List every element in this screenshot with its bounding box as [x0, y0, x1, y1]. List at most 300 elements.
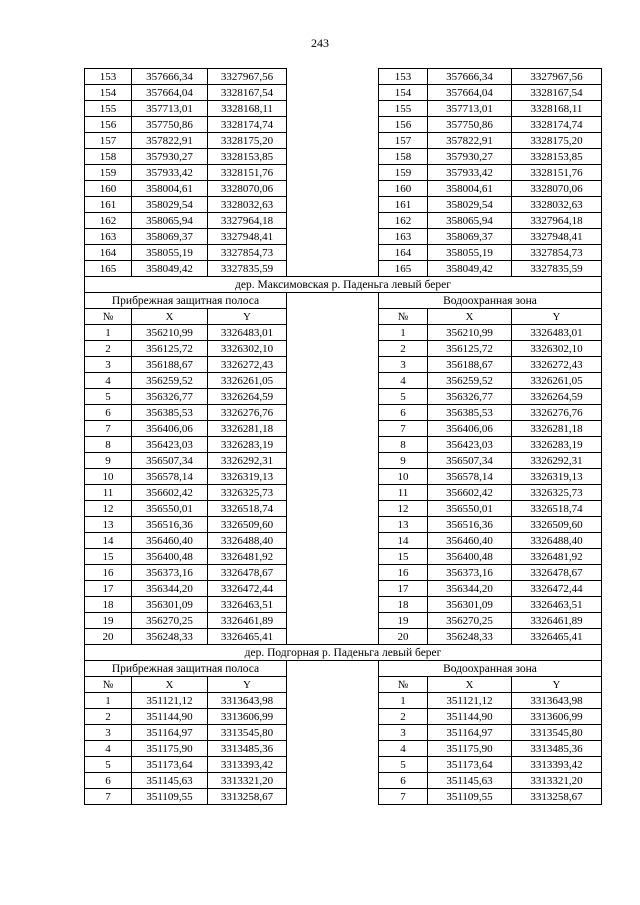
header-x: X	[132, 677, 208, 693]
y-cell: 3328032,63	[512, 197, 602, 213]
y-cell: 3327964,18	[208, 213, 287, 229]
table-row	[85, 421, 602, 437]
table-gap	[287, 629, 379, 645]
y-cell: 3326281,18	[512, 421, 602, 437]
x-cell: 356373,16	[132, 565, 208, 581]
x-cell: 351121,12	[132, 693, 208, 709]
x-cell: 356507,34	[132, 453, 208, 469]
y-cell: 3326488,40	[512, 533, 602, 549]
number-cell: 6	[85, 405, 132, 421]
y-cell: 3326319,13	[208, 469, 287, 485]
number-cell: 157	[85, 133, 132, 149]
table-gap	[287, 581, 379, 597]
table-gap	[287, 453, 379, 469]
number-cell: 16	[379, 565, 428, 581]
y-cell: 3327854,73	[208, 245, 287, 261]
y-cell: 3326281,18	[208, 421, 287, 437]
table-row	[85, 117, 602, 133]
x-cell: 358004,61	[132, 181, 208, 197]
table-gap	[287, 197, 379, 213]
number-cell: 4	[379, 741, 428, 757]
table-gap	[287, 533, 379, 549]
table-gap	[287, 373, 379, 389]
x-cell: 356301,09	[132, 597, 208, 613]
x-cell: 356400,48	[132, 549, 208, 565]
table-row	[85, 581, 602, 597]
number-cell: 5	[85, 757, 132, 773]
number-cell: 5	[379, 757, 428, 773]
number-cell: 3	[85, 725, 132, 741]
coastal-strip-title: Прибрежная защитная полоса	[85, 661, 287, 677]
y-cell: 3328175,20	[208, 133, 287, 149]
x-cell: 356516,36	[132, 517, 208, 533]
x-cell: 356550,01	[132, 501, 208, 517]
y-cell: 3326463,51	[208, 597, 287, 613]
number-cell: 2	[85, 341, 132, 357]
header-x: X	[428, 309, 512, 325]
number-cell: 157	[379, 133, 428, 149]
number-cell: 160	[379, 181, 428, 197]
table-gap	[287, 565, 379, 581]
table-row	[85, 341, 602, 357]
table-gap	[287, 117, 379, 133]
table-gap	[287, 293, 379, 309]
number-cell: 1	[85, 325, 132, 341]
table-gap	[287, 245, 379, 261]
number-cell: 1	[379, 693, 428, 709]
number-cell: 1	[379, 325, 428, 341]
number-cell: 153	[85, 69, 132, 85]
table-row	[85, 693, 602, 709]
y-cell: 3326302,10	[512, 341, 602, 357]
number-cell: 15	[85, 549, 132, 565]
y-cell: 3326292,31	[512, 453, 602, 469]
table-row	[85, 373, 602, 389]
x-cell: 356344,20	[132, 581, 208, 597]
x-cell: 356210,99	[132, 325, 208, 341]
number-cell: 162	[85, 213, 132, 229]
y-cell: 3326472,44	[208, 581, 287, 597]
number-cell: 161	[85, 197, 132, 213]
y-cell: 3328151,76	[208, 165, 287, 181]
header-x: X	[428, 677, 512, 693]
number-cell: 163	[85, 229, 132, 245]
x-cell: 356248,33	[428, 629, 512, 645]
number-cell: 10	[85, 469, 132, 485]
number-cell: 163	[379, 229, 428, 245]
table-row	[85, 741, 602, 757]
table-row	[85, 629, 602, 645]
x-cell: 357713,01	[428, 101, 512, 117]
table-row	[85, 613, 602, 629]
x-cell: 356259,52	[132, 373, 208, 389]
y-cell: 3326292,31	[208, 453, 287, 469]
table-row	[85, 469, 602, 485]
number-cell: 16	[85, 565, 132, 581]
table-row	[85, 597, 602, 613]
header-y: Y	[208, 677, 287, 693]
number-cell: 20	[379, 629, 428, 645]
number-cell: 20	[85, 629, 132, 645]
number-cell: 6	[85, 773, 132, 789]
y-cell: 3328174,74	[512, 117, 602, 133]
y-cell: 3326276,76	[512, 405, 602, 421]
y-cell: 3313393,42	[512, 757, 602, 773]
x-cell: 358029,54	[132, 197, 208, 213]
table-row	[85, 773, 602, 789]
number-cell: 161	[379, 197, 428, 213]
y-cell: 3328168,11	[208, 101, 287, 117]
y-cell: 3327964,18	[512, 213, 602, 229]
y-cell: 3313321,20	[512, 773, 602, 789]
y-cell: 3326461,89	[208, 613, 287, 629]
x-cell: 357750,86	[132, 117, 208, 133]
y-cell: 3313643,98	[208, 693, 287, 709]
y-cell: 3328167,54	[512, 85, 602, 101]
number-cell: 3	[379, 357, 428, 373]
y-cell: 3313545,80	[512, 725, 602, 741]
table-gap	[287, 613, 379, 629]
table-row	[85, 213, 602, 229]
number-cell: 158	[85, 149, 132, 165]
x-cell: 357822,91	[132, 133, 208, 149]
x-cell: 356578,14	[428, 469, 512, 485]
table-gap	[287, 405, 379, 421]
table-gap	[287, 85, 379, 101]
x-cell: 356326,77	[132, 389, 208, 405]
number-cell: 162	[379, 213, 428, 229]
table-gap	[287, 469, 379, 485]
table-gap	[287, 741, 379, 757]
section1-header-row	[85, 309, 602, 325]
y-cell: 3326483,01	[512, 325, 602, 341]
y-cell: 3326481,92	[208, 549, 287, 565]
table-row	[85, 453, 602, 469]
table-gap	[287, 709, 379, 725]
x-cell: 356373,16	[428, 565, 512, 581]
table-row	[85, 389, 602, 405]
section2-header-row	[85, 677, 602, 693]
y-cell: 3327835,59	[512, 261, 602, 277]
y-cell: 3326483,01	[208, 325, 287, 341]
number-cell: 17	[85, 581, 132, 597]
table-gap	[287, 69, 379, 85]
x-cell: 356125,72	[428, 341, 512, 357]
table-gap	[287, 661, 379, 677]
table-row	[85, 357, 602, 373]
header-y: Y	[512, 677, 602, 693]
number-cell: 10	[379, 469, 428, 485]
number-cell: 154	[379, 85, 428, 101]
y-cell: 3326272,43	[512, 357, 602, 373]
x-cell: 358069,37	[132, 229, 208, 245]
x-cell: 357933,42	[132, 165, 208, 181]
y-cell: 3326465,41	[208, 629, 287, 645]
number-cell: 6	[379, 405, 428, 421]
x-cell: 357666,34	[132, 69, 208, 85]
y-cell: 3326478,67	[208, 565, 287, 581]
number-cell: 11	[379, 485, 428, 501]
number-cell: 8	[379, 437, 428, 453]
water-protection-zone-title: Водоохранная зона	[379, 293, 602, 309]
x-cell: 356460,40	[132, 533, 208, 549]
table-row	[85, 245, 602, 261]
number-cell: 4	[85, 741, 132, 757]
x-cell: 351144,90	[428, 709, 512, 725]
table-gap	[287, 517, 379, 533]
y-cell: 3326261,05	[512, 373, 602, 389]
y-cell: 3326488,40	[208, 533, 287, 549]
x-cell: 356602,42	[428, 485, 512, 501]
number-cell: 158	[379, 149, 428, 165]
number-cell: 6	[379, 773, 428, 789]
y-cell: 3327967,56	[512, 69, 602, 85]
header-y: Y	[512, 309, 602, 325]
x-cell: 356385,53	[132, 405, 208, 421]
table-row	[85, 165, 602, 181]
x-cell: 356400,48	[428, 549, 512, 565]
table-row	[85, 485, 602, 501]
x-cell: 356125,72	[132, 341, 208, 357]
x-cell: 351173,64	[132, 757, 208, 773]
x-cell: 358049,42	[428, 261, 512, 277]
table-row	[85, 133, 602, 149]
table-gap	[287, 677, 379, 693]
table-gap	[287, 549, 379, 565]
number-cell: 9	[85, 453, 132, 469]
table-row	[85, 69, 602, 85]
x-cell: 356259,52	[428, 373, 512, 389]
y-cell: 3313258,67	[512, 789, 602, 805]
table-row	[85, 533, 602, 549]
section1-title: дер. Максимовская р. Паденьга левый берег	[85, 277, 602, 293]
x-cell: 356423,03	[132, 437, 208, 453]
number-cell: 164	[85, 245, 132, 261]
x-cell: 356423,03	[428, 437, 512, 453]
y-cell: 3326465,41	[512, 629, 602, 645]
y-cell: 3326463,51	[512, 597, 602, 613]
y-cell: 3313485,36	[208, 741, 287, 757]
table-row	[85, 197, 602, 213]
x-cell: 356578,14	[132, 469, 208, 485]
y-cell: 3326264,59	[208, 389, 287, 405]
x-cell: 356210,99	[428, 325, 512, 341]
y-cell: 3326518,74	[512, 501, 602, 517]
x-cell: 351109,55	[428, 789, 512, 805]
x-cell: 356344,20	[428, 581, 512, 597]
x-cell: 357750,86	[428, 117, 512, 133]
number-cell: 11	[85, 485, 132, 501]
number-cell: 14	[85, 533, 132, 549]
y-cell: 3328168,11	[512, 101, 602, 117]
y-cell: 3313258,67	[208, 789, 287, 805]
x-cell: 351144,90	[132, 709, 208, 725]
table-row	[85, 725, 602, 741]
x-cell: 357664,04	[428, 85, 512, 101]
table-gap	[287, 357, 379, 373]
number-cell: 156	[85, 117, 132, 133]
y-cell: 3327835,59	[208, 261, 287, 277]
x-cell: 356406,06	[428, 421, 512, 437]
y-cell: 3328153,85	[208, 149, 287, 165]
table-gap	[287, 693, 379, 709]
y-cell: 3313321,20	[208, 773, 287, 789]
number-cell: 165	[379, 261, 428, 277]
x-cell: 357822,91	[428, 133, 512, 149]
table-row	[85, 437, 602, 453]
x-cell: 351145,63	[132, 773, 208, 789]
number-cell: 159	[85, 165, 132, 181]
y-cell: 3313545,80	[208, 725, 287, 741]
x-cell: 356326,77	[428, 389, 512, 405]
section1-subtitle-row	[85, 293, 602, 309]
y-cell: 3326272,43	[208, 357, 287, 373]
table-gap	[287, 725, 379, 741]
table-row	[85, 325, 602, 341]
table-gap	[287, 213, 379, 229]
table-gap	[287, 309, 379, 325]
y-cell: 3327948,41	[208, 229, 287, 245]
table-row	[85, 181, 602, 197]
x-cell: 356301,09	[428, 597, 512, 613]
number-cell: 3	[85, 357, 132, 373]
x-cell: 357664,04	[132, 85, 208, 101]
number-cell: 2	[85, 709, 132, 725]
number-cell: 7	[85, 789, 132, 805]
x-cell: 358029,54	[428, 197, 512, 213]
number-cell: 156	[379, 117, 428, 133]
number-cell: 12	[379, 501, 428, 517]
table-row	[85, 517, 602, 533]
y-cell: 3327854,73	[512, 245, 602, 261]
x-cell: 357930,27	[132, 149, 208, 165]
y-cell: 3328174,74	[208, 117, 287, 133]
y-cell: 3326283,19	[208, 437, 287, 453]
y-cell: 3327967,56	[208, 69, 287, 85]
table-gap	[287, 229, 379, 245]
table-gap	[287, 485, 379, 501]
table-gap	[287, 325, 379, 341]
y-cell: 3326283,19	[512, 437, 602, 453]
number-cell: 4	[379, 373, 428, 389]
y-cell: 3313643,98	[512, 693, 602, 709]
number-cell: 165	[85, 261, 132, 277]
x-cell: 356188,67	[132, 357, 208, 373]
number-cell: 8	[85, 437, 132, 453]
x-cell: 356270,25	[428, 613, 512, 629]
x-cell: 351164,97	[132, 725, 208, 741]
number-cell: 15	[379, 549, 428, 565]
number-cell: 18	[379, 597, 428, 613]
x-cell: 356406,06	[132, 421, 208, 437]
coordinates-table	[84, 68, 602, 805]
table-gap	[287, 757, 379, 773]
x-cell: 351173,64	[428, 757, 512, 773]
number-cell: 19	[379, 613, 428, 629]
x-cell: 356516,36	[428, 517, 512, 533]
y-cell: 3328175,20	[512, 133, 602, 149]
number-cell: 3	[379, 725, 428, 741]
table-gap	[287, 133, 379, 149]
table-gap	[287, 437, 379, 453]
number-cell: 13	[379, 517, 428, 533]
table-row	[85, 101, 602, 117]
header-number: №	[85, 677, 132, 693]
table-row	[85, 757, 602, 773]
y-cell: 3326509,60	[208, 517, 287, 533]
number-cell: 18	[85, 597, 132, 613]
table-row	[85, 405, 602, 421]
x-cell: 357933,42	[428, 165, 512, 181]
number-cell: 9	[379, 453, 428, 469]
coastal-strip-title: Прибрежная защитная полоса	[85, 293, 287, 309]
x-cell: 358049,42	[132, 261, 208, 277]
y-cell: 3328153,85	[512, 149, 602, 165]
y-cell: 3327948,41	[512, 229, 602, 245]
table-gap	[287, 165, 379, 181]
x-cell: 357713,01	[132, 101, 208, 117]
y-cell: 3326509,60	[512, 517, 602, 533]
x-cell: 356385,53	[428, 405, 512, 421]
section2-subtitle-row	[85, 661, 602, 677]
y-cell: 3328070,06	[512, 181, 602, 197]
section2-title: дер. Подгорная р. Паденьга левый берег	[85, 645, 602, 661]
x-cell: 358065,94	[132, 213, 208, 229]
x-cell: 357666,34	[428, 69, 512, 85]
y-cell: 3326478,67	[512, 565, 602, 581]
y-cell: 3326264,59	[512, 389, 602, 405]
x-cell: 356270,25	[132, 613, 208, 629]
y-cell: 3313606,99	[512, 709, 602, 725]
number-cell: 164	[379, 245, 428, 261]
table-row	[85, 501, 602, 517]
table-row	[85, 565, 602, 581]
table-gap	[287, 501, 379, 517]
table-row	[85, 709, 602, 725]
y-cell: 3328167,54	[208, 85, 287, 101]
x-cell: 358004,61	[428, 181, 512, 197]
section2-title-row	[85, 645, 602, 661]
table-gap	[287, 773, 379, 789]
number-cell: 5	[85, 389, 132, 405]
table-row	[85, 549, 602, 565]
number-cell: 4	[85, 373, 132, 389]
y-cell: 3326481,92	[512, 549, 602, 565]
section1-title-row	[85, 277, 602, 293]
y-cell: 3326325,73	[208, 485, 287, 501]
table-row	[85, 85, 602, 101]
table-row	[85, 149, 602, 165]
x-cell: 351109,55	[132, 789, 208, 805]
table-gap	[287, 181, 379, 197]
number-cell: 12	[85, 501, 132, 517]
header-x: X	[132, 309, 208, 325]
table-row	[85, 261, 602, 277]
table-gap	[287, 421, 379, 437]
number-cell: 7	[379, 421, 428, 437]
number-cell: 19	[85, 613, 132, 629]
table-gap	[287, 389, 379, 405]
number-cell: 17	[379, 581, 428, 597]
y-cell: 3313393,42	[208, 757, 287, 773]
number-cell: 2	[379, 709, 428, 725]
x-cell: 351175,90	[428, 741, 512, 757]
x-cell: 356248,33	[132, 629, 208, 645]
y-cell: 3326276,76	[208, 405, 287, 421]
number-cell: 7	[85, 421, 132, 437]
header-number: №	[85, 309, 132, 325]
y-cell: 3328032,63	[208, 197, 287, 213]
